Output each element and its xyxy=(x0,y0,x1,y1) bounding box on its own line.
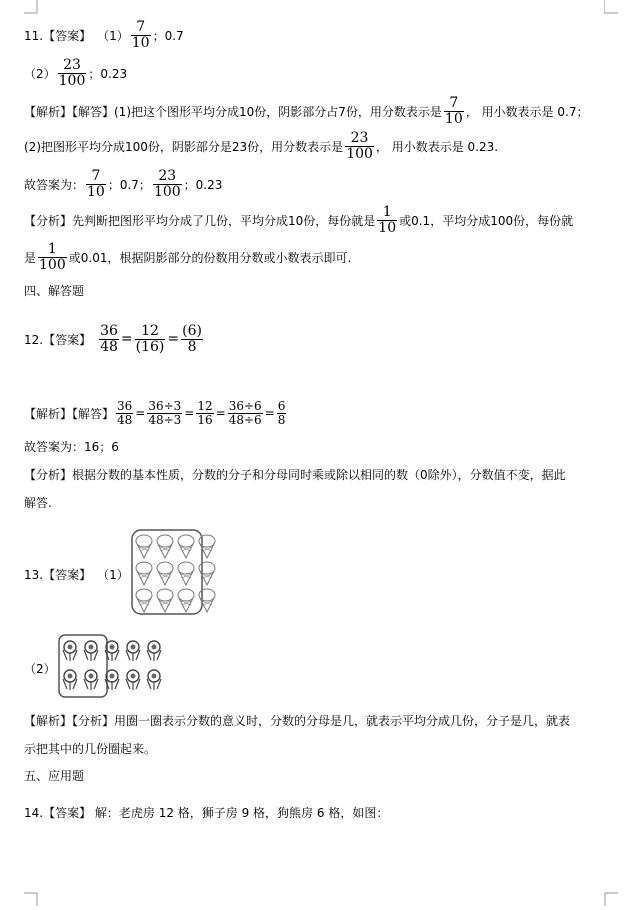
q13-part1-label: （1） xyxy=(97,568,129,582)
ice-cream-icon xyxy=(136,589,152,612)
section-4-title: 四、解答题 xyxy=(24,284,85,298)
q12-eq-sign-2: = xyxy=(167,331,180,348)
q12-fenxi-line2 xyxy=(24,494,52,511)
ice-cream-icon xyxy=(178,535,194,558)
q13-answer-line xyxy=(24,566,129,583)
q13-answer-label: 13.【答案】 xyxy=(24,568,92,582)
q11-final-mid: ；0.7； xyxy=(107,177,151,192)
ice-cream-icon xyxy=(136,535,152,558)
q12-step-fraction-5: $\frac{6}{8}$ xyxy=(277,399,286,427)
q11-fenxi-line1 xyxy=(24,205,573,235)
q12-step-eq-3: = xyxy=(215,406,226,421)
q12-step-fraction-1: $\frac{36}{48}$ xyxy=(117,399,133,427)
q14-answer-line xyxy=(24,804,388,821)
q11-analysis-fraction-2: $\frac{23}{100}$ xyxy=(346,130,373,162)
q13-analysis-text: 【解析】【分析】用圈一圈表示分数的意义时，分数的分母是几，就表示平均分成几份，分子是几，就表 xyxy=(24,714,571,728)
ice-cream-icon xyxy=(178,562,194,585)
q11-final-fraction-1: $\frac{7}{10}$ xyxy=(87,168,105,200)
q14-answer-text: 14.【答案】 解：老虎房 12 格，狮子房 9 格，狗熊房 6 格，如图： xyxy=(24,806,389,820)
q13-part2-line xyxy=(24,660,56,677)
q11-answer-label: 11.【答案】 xyxy=(24,28,92,43)
q12-analysis-line xyxy=(24,400,288,426)
lollipop-icon xyxy=(84,641,98,661)
q11-analysis-text-b: ， 用小数表示是 0.7； xyxy=(465,104,589,119)
section-5-title: 五、应用题 xyxy=(24,769,85,783)
q11-part1-fraction: $\frac{7}{10}$ xyxy=(131,19,150,51)
q12-fenxi-line1 xyxy=(24,466,566,483)
q12-analysis-label: 【解析】【解答】 xyxy=(24,406,115,421)
q11-final-fraction-2: $\frac{23}{100}$ xyxy=(153,168,181,200)
lollipop-icon xyxy=(147,641,161,661)
q11-part2-decimal: ；0.23 xyxy=(88,66,128,81)
lollipop-icon xyxy=(84,670,98,690)
ice-cream-icon xyxy=(178,589,194,612)
q13-candy-figure xyxy=(56,632,168,700)
q13-icecream-figure xyxy=(128,526,224,618)
lollipop-icon xyxy=(63,670,77,690)
q12-answer-label: 12.【答案】 xyxy=(24,332,92,347)
q11-answer-line xyxy=(24,20,184,50)
q12-eq-fraction-2: $\frac{12}{(16)}$ xyxy=(135,323,165,355)
q12-step-fraction-4: $\frac{36\div 6}{48\div 6}$ xyxy=(228,399,262,427)
q11-analysis-text: 【解析】【解答】(1)把这个图形平均分成10份，阴影部分占7份，用分数表示是 xyxy=(24,104,442,119)
q11-analysis-fraction-1: $\frac{7}{10}$ xyxy=(444,95,463,127)
q11-final-answer xyxy=(24,169,222,199)
q11-analysis2-text-b: ， 用小数表示是 0.23. xyxy=(375,139,499,154)
lollipop-icon xyxy=(126,641,140,661)
q11-fenxi2-text: 是 xyxy=(24,250,37,265)
q11-fenxi-text-b: 或0.1，平均分成100份，每份就 xyxy=(399,213,574,228)
q12-step-fraction-3: $\frac{12}{16}$ xyxy=(197,399,213,427)
q12-answer-line xyxy=(24,324,205,354)
q11-fenxi-text: 【分析】先判断把图形平均分成了几份，平均分成10份，每份就是 xyxy=(24,213,376,228)
q11-part2-prefix: （2） xyxy=(24,66,56,81)
q13-part2-label: （2） xyxy=(24,662,56,676)
lollipop-icon xyxy=(63,641,77,661)
q12-step-eq-2: = xyxy=(184,406,195,421)
q12-eq-fraction-1: $\frac{36}{48}$ xyxy=(100,323,118,355)
section-4-heading xyxy=(24,282,84,299)
q12-final-text: 故答案为：16；6 xyxy=(24,440,119,454)
corner-mark-top-left xyxy=(24,0,38,14)
q12-fenxi-text-2: 解答. xyxy=(24,496,52,510)
q13-analysis-line2 xyxy=(24,740,156,757)
lollipop-icon xyxy=(126,670,140,690)
section-5-heading xyxy=(24,767,84,784)
q11-part2-fraction: $\frac{23}{100}$ xyxy=(58,57,86,89)
q11-fenxi-line2 xyxy=(24,242,351,272)
q11-fenxi-fraction: $\frac{1}{10}$ xyxy=(378,204,397,236)
q11-fenxi2-fraction: $\frac{1}{100}$ xyxy=(39,241,66,273)
q11-final-prefix: 故答案为： xyxy=(24,177,85,192)
q11-analysis-line1 xyxy=(24,96,588,126)
q11-analysis2-text: (2)把图形平均分成100份，阴影部分是23份，用分数表示是 xyxy=(24,139,344,154)
corner-mark-bottom-right xyxy=(604,892,618,906)
q11-fenxi2-text-b: 或0.01，根据阴影部分的份数用分数或小数表示即可. xyxy=(68,250,352,265)
ice-cream-icon xyxy=(157,535,173,558)
q12-eq-fraction-3: $\frac{(6)}{8}$ xyxy=(182,323,202,355)
q11-answer-part2-line xyxy=(24,58,127,88)
corner-mark-top-right xyxy=(604,0,618,14)
q12-eq-sign-1: = xyxy=(120,331,133,348)
q13-analysis-line1 xyxy=(24,712,570,729)
q11-final-suffix: ；0.23 xyxy=(183,177,223,192)
ice-cream-icon xyxy=(157,589,173,612)
corner-mark-bottom-left xyxy=(24,892,38,906)
q12-step-eq-1: = xyxy=(135,406,146,421)
q12-final-answer xyxy=(24,438,119,455)
ice-cream-icon xyxy=(157,562,173,585)
q12-step-eq-4: = xyxy=(264,406,275,421)
lollipop-icon xyxy=(147,670,161,690)
q11-part1-prefix: （1） xyxy=(97,28,129,43)
q12-step-fraction-2: $\frac{36\div 3}{48\div 3}$ xyxy=(148,399,182,427)
q11-analysis-line2 xyxy=(24,131,498,161)
q12-fenxi-text: 【分析】根据分数的基本性质，分数的分子和分母同时乘或除以相同的数（0除外），分数值不变，据此 xyxy=(24,468,566,482)
q13-analysis-text-2: 示把其中的几份圈起来。 xyxy=(24,742,157,756)
ice-cream-icon xyxy=(136,562,152,585)
q11-part1-decimal: ；0.7 xyxy=(152,28,184,43)
